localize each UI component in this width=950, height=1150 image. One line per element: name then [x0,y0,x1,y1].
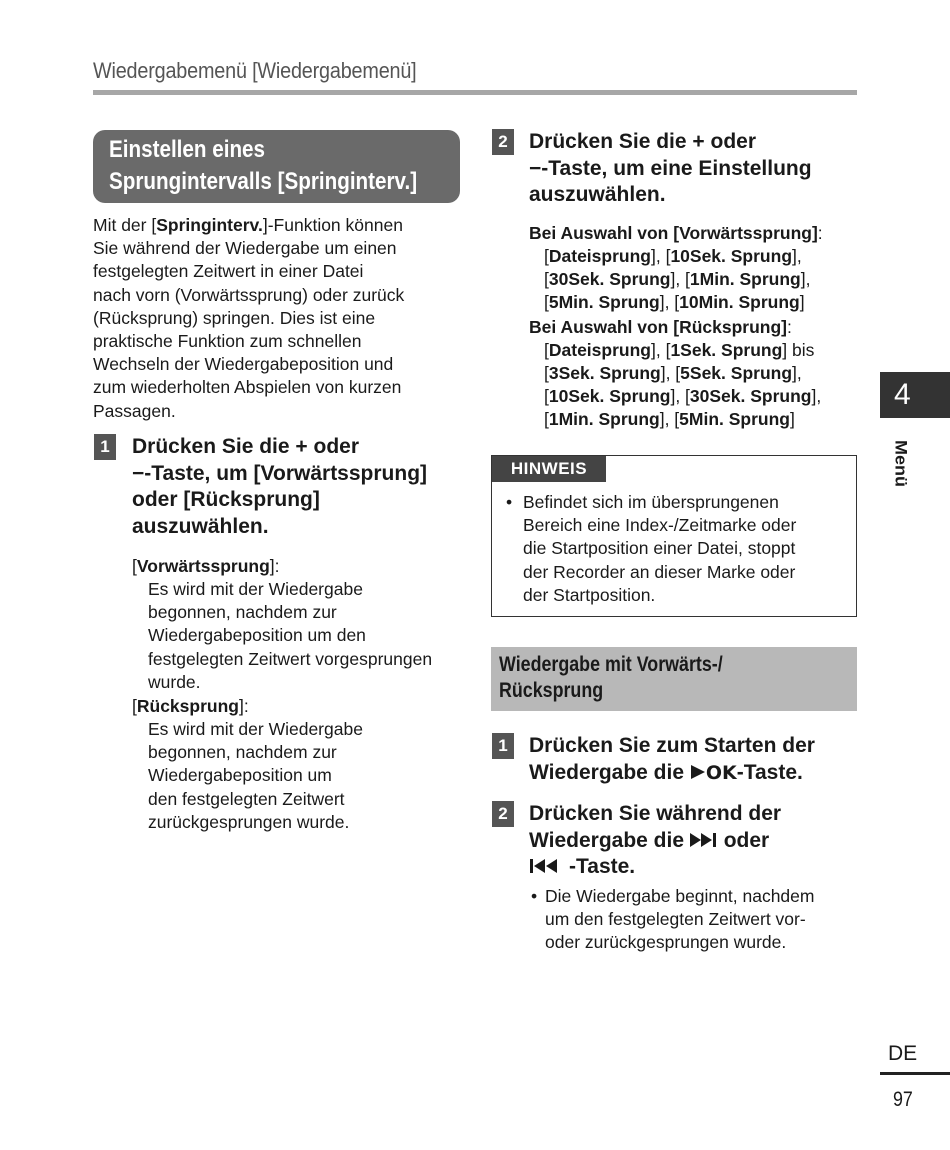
option-value: 1Min. Sprung [689,269,801,289]
ok-key-label: OK [705,761,737,784]
subsection-title-line-1: Wiedergabe mit Vorwärts-/ [499,653,723,676]
subsection-title-box [491,647,857,711]
option-back-label: [Rücksprung]: [132,696,249,716]
fast-forward-icon [690,832,718,848]
step-2-heading [529,129,812,209]
intro-line: (Rücksprung) springen. Dies ist eine [93,307,376,328]
note-line: Befindet sich im übersprungenen [523,492,779,512]
forward-options-heading: Bei Auswahl von [Vorwärtssprung]: [529,223,823,243]
intro-line: praktische Funktion zum schnellen [93,331,362,352]
note-label: HINWEIS [492,456,606,482]
intro-text-pre: Mit der [ [93,215,157,235]
page-header-title: Wiedergabemenü [Wiedergabemenü] [93,58,417,83]
note-line: der Recorder an dieser Marke oder [523,561,796,582]
heading-text: -Taste. [736,760,803,784]
note-line: Bereich eine Index-/Zeitmarke oder [523,515,797,536]
step-heading-line: auszuwählen. [529,183,666,206]
intro-paragraph [93,214,404,423]
option-value: 5Min. Sprung [548,292,660,312]
play-step-1-heading [529,733,815,786]
range-word: bis [792,340,815,360]
desc-line: begonnen, nachdem zur [148,742,337,763]
forward-options-line-1: [Dateisprung], [10Sek. Sprung], [544,246,802,266]
option-value: 10Sek. Sprung [548,386,671,406]
desc-line: begonnen, nachdem zur [148,602,337,623]
back-options-heading: Bei Auswahl von [Rücksprung]: [529,317,792,337]
heading-text: Wiedergabe die [529,760,690,784]
desc-line: den festgelegten Zeitwert [148,788,345,809]
option-value: 1Min. Sprung [548,409,660,429]
step-heading-line [529,854,781,881]
intro-line-1 [93,214,404,237]
step-heading-line [529,760,815,787]
desc-line: Es wird mit der Wiedergabe [148,719,363,739]
bullet-line: Die Wiedergabe beginnt, nachdem [545,886,815,906]
option-value: Dateisprung [548,340,651,360]
play-step-2-bullet [545,885,814,955]
option-value: 30Sek. Sprung [548,269,671,289]
intro-text-bold: Springinterv. [156,215,263,235]
step-number-badge: 2 [492,129,514,155]
back-options-line-4: [1Min. Sprung], [5Min. Sprung] [544,409,795,429]
play-icon [690,764,706,780]
step-number-badge: 1 [94,434,116,460]
page-number: 97 [893,1088,913,1111]
section-title-line-1: Einstellen eines [109,136,266,163]
subsection-title-line-2: Rücksprung [499,679,604,702]
note-line: die Startposition einer Datei, stoppt [523,538,796,559]
note-box [491,455,857,617]
option-back-desc [148,718,363,834]
chapter-tab: 4 [880,372,950,418]
option-forward-label: [Vorwärtssprung]: [132,556,280,576]
step-heading-line: −-Taste, um [Vorwärtssprung] [132,461,428,485]
option-value: 1Sek. Sprung [670,340,783,360]
option-value: 5Min. Sprung [679,409,790,429]
step-heading-line: Drücken Sie zum Starten der [529,734,815,757]
side-section-label: Menü [891,440,910,487]
step-heading-line: −-Taste, um eine Einstellung [529,156,812,180]
desc-line: zurückgesprungen wurde. [148,811,350,832]
desc-line: wurde. [148,671,201,692]
intro-line: zum wiederholten Abspielen von kurzen [93,377,402,398]
step-number-badge: 1 [492,733,514,759]
footer-rule [880,1072,950,1075]
step-heading-line [529,828,781,855]
play-step-2-heading [529,801,781,881]
option-forward-name: Vorwärtssprung [136,556,270,576]
heading-text: oder [717,828,770,852]
step-heading-line: auszuwählen. [132,514,269,538]
bullet-line: um den festgelegten Zeitwert vor- [545,909,806,930]
desc-line: festgelegten Zeitwert vorgesprungen [148,648,433,669]
bullet-icon: • [506,492,513,512]
section-title-line-2: Sprungintervalls [Springinterv.] [109,168,418,195]
desc-line: Wiedergabeposition um [148,765,332,786]
option-value: 5Sek. Sprung [680,363,793,383]
rewind-icon [529,858,569,874]
section-title-box [93,130,460,203]
intro-line: Sie während der Wiedergabe um einen [93,238,397,259]
back-options-line-2: [3Sek. Sprung], [5Sek. Sprung], [544,363,802,383]
option-value: Dateisprung [548,246,651,266]
header-rule [93,90,857,95]
back-options-head-text: Bei Auswahl von [Rücksprung] [529,317,787,337]
intro-line: nach vorn (Vorwärtssprung) oder zurück [93,284,405,305]
step-heading-line: Drücken Sie während der [529,802,782,825]
option-value: 10Min. Sprung [679,292,800,312]
step-number-badge: 2 [492,801,514,827]
back-options-line-3: [10Sek. Sprung], [30Sek. Sprung], [544,386,822,406]
intro-line: Passagen. [93,400,176,421]
back-options-line-1: [Dateisprung], [1Sek. Sprung] bis [544,340,815,360]
heading-text: Wiedergabe die [529,828,690,852]
option-value: 10Sek. Sprung [670,246,793,266]
forward-options-line-2: [30Sek. Sprung], [1Min. Sprung], [544,269,811,289]
note-text [523,491,796,607]
language-code: DE [888,1042,918,1065]
note-line: der Startposition. [523,584,656,605]
heading-text: -Taste. [569,855,636,878]
step-heading-line: Drücken Sie die + oder [529,130,757,153]
bullet-icon: • [531,886,538,906]
option-back-name: Rücksprung [136,696,239,716]
step-heading-line: Drücken Sie die + oder [132,435,360,458]
step-heading-line: oder [Rücksprung] [132,488,320,511]
desc-line: Wiedergabeposition um den [148,625,366,646]
intro-text-post: ]-Funktion können [262,215,403,235]
intro-line: festgelegten Zeitwert in einer Datei [93,261,364,282]
bullet-line: oder zurückgesprungen wurde. [545,932,787,953]
intro-line: Wechseln der Wiedergabeposition und [93,354,394,375]
option-value: 30Sek. Sprung [689,386,812,406]
step-1-heading [132,434,427,540]
forward-options-line-3: [5Min. Sprung], [10Min. Sprung] [544,292,805,312]
option-forward-desc [148,578,432,694]
desc-line: Es wird mit der Wiedergabe [148,579,363,599]
option-value: 3Sek. Sprung [548,363,661,383]
forward-options-head-text: Bei Auswahl von [Vorwärtssprung] [529,223,818,243]
